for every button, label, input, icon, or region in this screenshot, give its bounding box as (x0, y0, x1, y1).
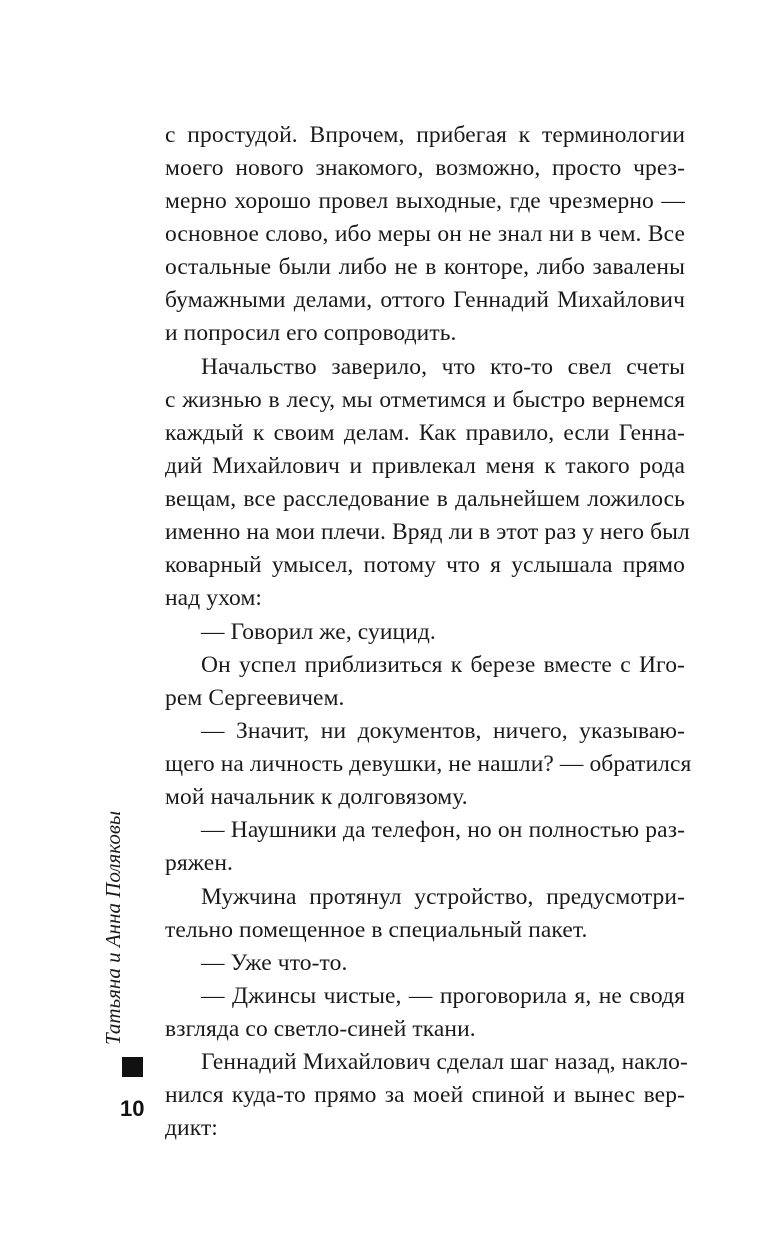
text-line: с простудой. Впрочем, прибегая к терминологии (165, 122, 685, 148)
text-line: и попросил его сопроводить. (165, 320, 457, 346)
text-line: Он успел приблизиться к березе вместе с Иго- (201, 652, 685, 678)
text-line: вещам, все расследование в дальнейшем ложилось (165, 486, 685, 512)
running-head-author: Татьяна и Анна Поляковы (101, 810, 125, 1045)
text-line: ряжен. (165, 850, 233, 876)
text-line: — Говорил же, суицид. (201, 619, 436, 645)
text-line: дий Михайлович и привлекал меня к такого рода (165, 453, 685, 479)
text-line: щего на личность девушки, не нашли? — обратился (165, 751, 692, 777)
text-line: — Значит, ни документов, ничего, указываю- (201, 718, 685, 744)
text-line: мерно хорошо провел выходные, где чрезмерно — (165, 188, 685, 214)
text-line: — Уже что-то. (201, 950, 348, 976)
text-line: мой начальник к долговязому. (165, 784, 468, 810)
text-line: — Наушники да телефон, но он полностью раз- (201, 817, 685, 843)
text-line: коварный умысел, потому что я услышала прямо (165, 552, 685, 578)
text-line: дикт: (165, 1115, 218, 1141)
text-line: над ухом: (165, 585, 263, 611)
text-line: рем Сергеевичем. (165, 685, 345, 711)
text-line: Начальство заверило, что кто-то свел счеты (201, 354, 685, 380)
text-line: Геннадий Михайлович сделал шаг назад, накло- (201, 1049, 688, 1075)
text-line: каждый к своим делам. Как правило, если Генна- (165, 420, 685, 446)
text-line: моего нового знакомого, возможно, просто чрез- (165, 155, 685, 181)
text-line: взгляда со светло-синей ткани. (165, 1016, 476, 1042)
text-line: остальные были либо не в конторе, либо завалены (165, 254, 685, 280)
square-marker-icon (122, 1057, 143, 1077)
text-line: — Джинсы чистые, — проговорила я, не сводя (201, 983, 685, 1009)
text-line: Мужчина протянул устройство, предусмотри- (201, 884, 685, 910)
text-line: с жизнью в лесу, мы отметимся и быстро вернемся (165, 387, 685, 413)
text-line: именно на мои плечи. Вряд ли в этот раз у него был (165, 519, 690, 545)
text-line: бумажными делами, оттого Геннадий Михайлович (165, 287, 685, 313)
text-line: тельно помещенное в специальный пакет. (165, 917, 588, 943)
text-line: нился куда-то прямо за моей спиной и вынес вер- (165, 1082, 685, 1108)
page-number: 10 (120, 1096, 145, 1121)
text-line: основное слово, ибо меры он не знал ни в чем. Все (165, 221, 685, 247)
